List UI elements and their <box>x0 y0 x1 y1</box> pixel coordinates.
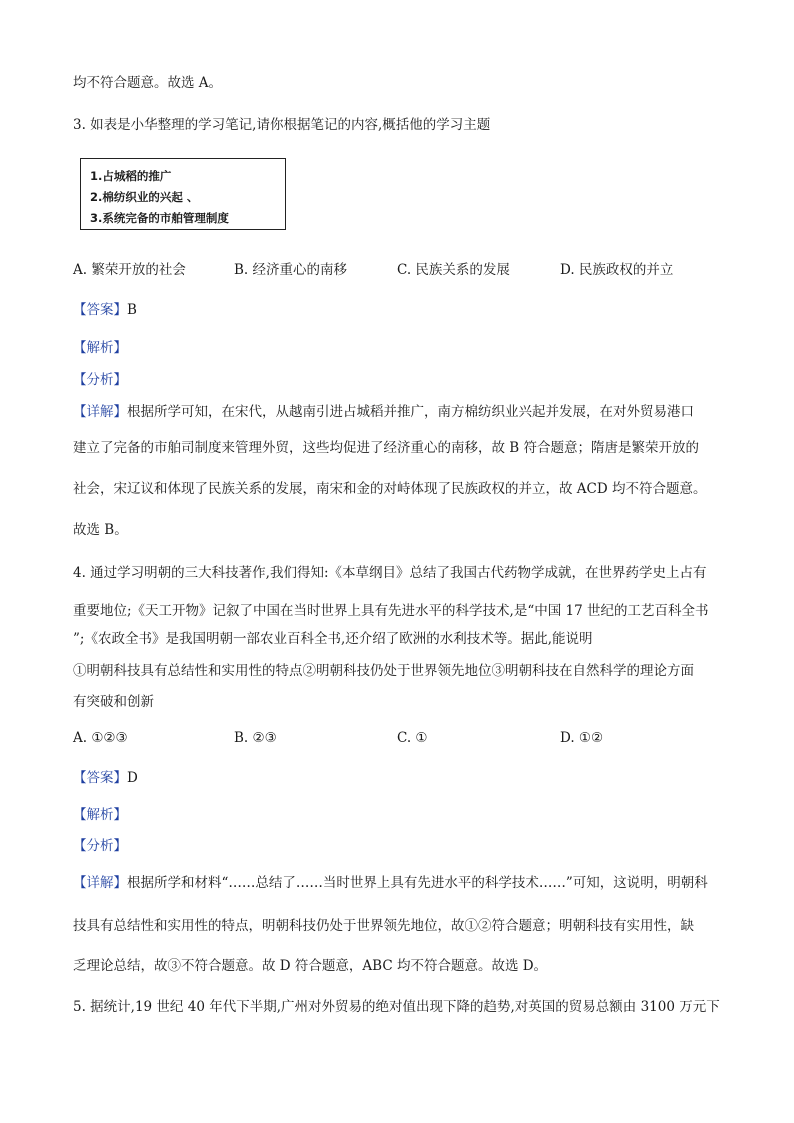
q3-option-c: C. 民族关系的发展 <box>397 262 510 278</box>
q3-option-b: B. 经济重心的南移 <box>234 262 348 278</box>
answer-tag: 【答案】 <box>73 770 127 786</box>
q5-stem: 5. 据统计,19 世纪 40 年代下半期,广州对外贸易的绝对值出现下降的趋势,对英国的贸易总额由 3100 万元下 <box>73 999 720 1015</box>
q3-option-a: A. 繁荣开放的社会 <box>73 262 186 278</box>
q3-detail-line-3: 社会，宋辽议和体现了民族关系的发展，南宋和金的对峙体现了民族政权的并立，故 ACD 均不符合题意。 <box>73 481 707 497</box>
q4-answer <box>73 768 138 788</box>
q3-detail-line-1 <box>73 402 694 422</box>
q3-detail-line-4: 故选 B。 <box>73 522 128 538</box>
q4-detail-line-3: 乏理论总结，故③不符合题意。故 D 符合题意，ABC 均不符合题意。故选 D。 <box>73 958 548 974</box>
q4-stem-line-2: 重要地位;《天工开物》记叙了中国在当时世界上具有先进水平的科学技术,是“中国 17 世纪的工艺百科全书 <box>73 603 709 619</box>
answer-tag: 【答案】 <box>73 302 127 318</box>
q4-option-b: B. ②③ <box>234 730 277 746</box>
q3-note-3: 3.系统完备的市舶管理制度 <box>90 211 229 225</box>
q4-stem-line-4: ①明朝科技具有总结性和实用性的特点②明朝科技仍处于世界领先地位③明朝科技在自然科学的理论方面 <box>73 663 694 679</box>
q4-stem-line-1: 4. 通过学习明朝的三大科技著作,我们得知:《本草纲目》总结了我国古代药物学成就，在世界药学史上占有 <box>73 565 707 581</box>
q4-jiexi-tag: 【解析】 <box>73 807 127 823</box>
q4-stem-line-5: 有突破和创新 <box>73 694 154 710</box>
q3-notes-table <box>80 158 286 230</box>
q3-stem: 3. 如表是小华整理的学习笔记,请你根据笔记的内容,概括他的学习主题 <box>73 117 491 133</box>
previous-answer-tail: 均不符合题意。故选 A。 <box>73 75 223 91</box>
detail-tag: 【详解】 <box>73 875 127 891</box>
q3-detail-line-2: 建立了完备的市舶司制度来管理外贸，这些均促进了经济重心的南移，故 B 符合题意；隋唐是繁荣开放的 <box>73 440 700 456</box>
detail-text: 根据所学和材料“……总结了……当时世界上具有先进水平的科学技术……”可知，这说明，明朝科 <box>127 875 708 891</box>
q4-stem-line-3: ”;《农政全书》是我国明朝一部农业百科全书,还介绍了欧洲的水利技术等。据此,能说明 <box>73 631 593 647</box>
q4-option-a: A. ①②③ <box>73 730 128 746</box>
q4-option-c: C. ① <box>397 730 428 746</box>
q4-fenxi-tag: 【分析】 <box>73 838 127 854</box>
answer-value: D <box>127 770 138 786</box>
q3-option-d: D. 民族政权的并立 <box>560 262 674 278</box>
q3-answer <box>73 300 137 320</box>
detail-tag: 【详解】 <box>73 404 127 420</box>
q3-jiexi-tag: 【解析】 <box>73 340 127 356</box>
q3-fenxi-tag: 【分析】 <box>73 372 127 388</box>
q4-detail-line-2: 技具有总结性和实用性的特点，明朝科技仍处于世界领先地位，故①②符合题意；明朝科技有实用性，缺 <box>73 918 694 934</box>
q4-option-d: D. ①② <box>560 730 604 746</box>
q4-detail-line-1 <box>73 873 708 893</box>
q3-note-1: 1.占城稻的推广 <box>90 169 172 183</box>
detail-text: 根据所学可知，在宋代，从越南引进占城稻并推广，南方棉纺织业兴起并发展，在对外贸易港口 <box>127 404 694 420</box>
answer-value: B <box>127 302 137 318</box>
q3-note-2: 2.棉纺织业的兴起 、 <box>90 190 199 204</box>
